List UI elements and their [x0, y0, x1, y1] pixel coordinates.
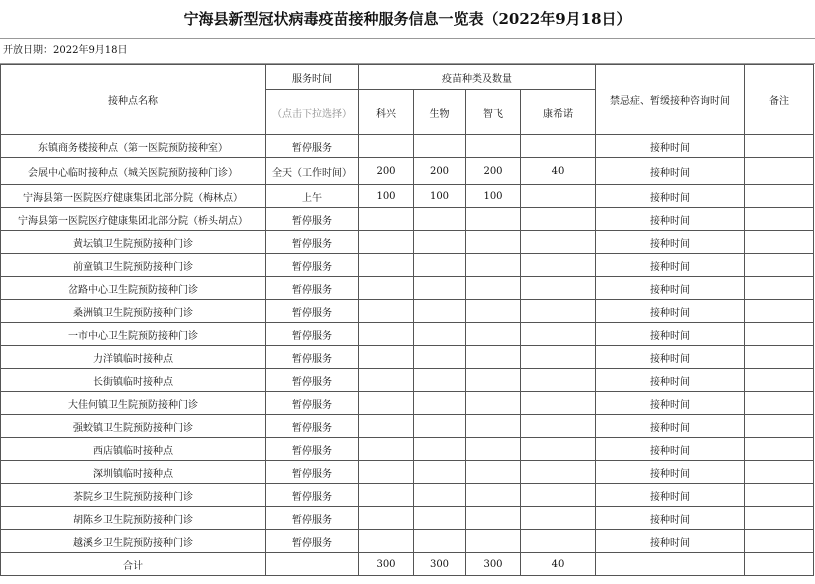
row-contra: 接种时间 [596, 438, 745, 461]
total-label: 合计 [1, 553, 266, 576]
header-service-time-hint: （点击下拉选择） [266, 90, 359, 135]
row-kangxinuo [521, 254, 596, 277]
table-row [1, 530, 814, 553]
row-kangxinuo [521, 231, 596, 254]
row-shengwu [414, 530, 466, 553]
row-kangxinuo [521, 277, 596, 300]
row-kangxinuo [521, 484, 596, 507]
row-kangxinuo [521, 135, 596, 158]
row-site-name: 东镇商务楼接种点（第一医院预防接种室） [1, 135, 266, 158]
row-contra: 接种时间 [596, 185, 745, 208]
row-remark [745, 438, 814, 461]
row-contra: 接种时间 [596, 135, 745, 158]
row-kangxinuo [521, 300, 596, 323]
row-shengwu [414, 300, 466, 323]
row-contra: 接种时间 [596, 507, 745, 530]
row-contra: 接种时间 [596, 323, 745, 346]
row-service-time[interactable]: 暂停服务 [266, 208, 359, 231]
table-row [1, 135, 814, 158]
row-remark [745, 208, 814, 231]
row-zhifei [466, 484, 521, 507]
row-kangxinuo [521, 507, 596, 530]
row-site-name: 一市中心卫生院预防接种门诊 [1, 323, 266, 346]
row-kangxinuo [521, 530, 596, 553]
row-kexing [359, 507, 414, 530]
table-row [1, 231, 814, 254]
row-remark [745, 461, 814, 484]
table-row [1, 254, 814, 277]
row-kexing [359, 369, 414, 392]
table-row [1, 392, 814, 415]
table-row [1, 208, 814, 231]
row-kexing [359, 300, 414, 323]
total-row [1, 553, 814, 576]
row-shengwu [414, 254, 466, 277]
row-zhifei: 100 [466, 185, 521, 208]
row-contra: 接种时间 [596, 415, 745, 438]
page-title: 宁海县新型冠状病毒疫苗接种服务信息一览表（2022年9月18日） [0, 0, 815, 39]
row-contra: 接种时间 [596, 369, 745, 392]
row-remark [745, 254, 814, 277]
row-contra: 接种时间 [596, 530, 745, 553]
total-kexing: 300 [359, 553, 414, 576]
row-remark [745, 158, 814, 185]
row-contra: 接种时间 [596, 254, 745, 277]
table-row [1, 484, 814, 507]
row-service-time[interactable]: 暂停服务 [266, 231, 359, 254]
row-kangxinuo [521, 346, 596, 369]
row-contra: 接种时间 [596, 277, 745, 300]
table-row [1, 158, 814, 185]
row-kexing [359, 346, 414, 369]
row-kexing [359, 461, 414, 484]
row-shengwu [414, 323, 466, 346]
row-service-time[interactable]: 暂停服务 [266, 438, 359, 461]
row-remark [745, 484, 814, 507]
row-kexing: 100 [359, 185, 414, 208]
row-kexing [359, 254, 414, 277]
row-site-name: 西店镇临时接种点 [1, 438, 266, 461]
row-site-name: 岔路中心卫生院预防接种门诊 [1, 277, 266, 300]
row-site-name: 长街镇临时接种点 [1, 369, 266, 392]
row-shengwu [414, 135, 466, 158]
total-zhifei: 300 [466, 553, 521, 576]
row-site-name: 桑洲镇卫生院预防接种门诊 [1, 300, 266, 323]
row-kexing [359, 438, 414, 461]
row-contra: 接种时间 [596, 484, 745, 507]
row-contra: 接种时间 [596, 346, 745, 369]
header-vaccine-zhifei: 智飞 [466, 90, 521, 135]
row-contra: 接种时间 [596, 208, 745, 231]
row-shengwu [414, 392, 466, 415]
row-service-time[interactable]: 暂停服务 [266, 323, 359, 346]
row-remark [745, 231, 814, 254]
row-service-time[interactable]: 暂停服务 [266, 415, 359, 438]
row-service-time[interactable]: 暂停服务 [266, 530, 359, 553]
row-service-time[interactable]: 暂停服务 [266, 346, 359, 369]
row-service-time[interactable]: 暂停服务 [266, 254, 359, 277]
row-remark [745, 185, 814, 208]
row-zhifei [466, 438, 521, 461]
row-shengwu [414, 208, 466, 231]
row-kangxinuo [521, 185, 596, 208]
row-shengwu [414, 369, 466, 392]
row-service-time[interactable]: 暂停服务 [266, 369, 359, 392]
row-shengwu [414, 231, 466, 254]
row-site-name: 强蛟镇卫生院预防接种门诊 [1, 415, 266, 438]
row-zhifei [466, 346, 521, 369]
row-zhifei [466, 323, 521, 346]
row-shengwu: 200 [414, 158, 466, 185]
header-contraindication: 禁忌症、暂缓接种咨询时间 [596, 65, 745, 135]
row-zhifei [466, 415, 521, 438]
row-remark [745, 415, 814, 438]
row-shengwu: 100 [414, 185, 466, 208]
row-remark [745, 323, 814, 346]
row-service-time[interactable]: 暂停服务 [266, 392, 359, 415]
row-zhifei [466, 254, 521, 277]
row-kexing [359, 530, 414, 553]
row-zhifei [466, 300, 521, 323]
row-remark [745, 369, 814, 392]
row-zhifei [466, 507, 521, 530]
row-kexing [359, 323, 414, 346]
row-site-name: 大佳何镇卫生院预防接种门诊 [1, 392, 266, 415]
total-remark [745, 553, 814, 576]
row-service-time[interactable]: 暂停服务 [266, 484, 359, 507]
row-site-name: 宁海县第一医院医疗健康集团北部分院（梅林点） [1, 185, 266, 208]
header-vaccine-kangxinuo: 康希诺 [521, 90, 596, 135]
table-row [1, 507, 814, 530]
row-service-time[interactable]: 暂停服务 [266, 461, 359, 484]
row-site-name: 黄坛镇卫生院预防接种门诊 [1, 231, 266, 254]
row-zhifei [466, 530, 521, 553]
row-kangxinuo [521, 392, 596, 415]
row-kangxinuo [521, 208, 596, 231]
total-time [266, 553, 359, 576]
table-row [1, 415, 814, 438]
row-contra: 接种时间 [596, 392, 745, 415]
total-kangxinuo: 40 [521, 553, 596, 576]
header-site-name: 接种点名称 [1, 65, 266, 135]
row-shengwu [414, 438, 466, 461]
row-zhifei [466, 277, 521, 300]
row-remark [745, 135, 814, 158]
row-kangxinuo: 40 [521, 158, 596, 185]
row-shengwu [414, 277, 466, 300]
row-site-name: 会展中心临时接种点（城关医院预防接种门诊） [1, 158, 266, 185]
header-service-time: 服务时间 [266, 65, 359, 90]
table-row [1, 461, 814, 484]
row-remark [745, 300, 814, 323]
row-site-name: 深圳镇临时接种点 [1, 461, 266, 484]
table-row [1, 323, 814, 346]
row-shengwu [414, 346, 466, 369]
header-vaccine-group: 疫苗种类及数量 [359, 65, 596, 90]
row-kangxinuo [521, 438, 596, 461]
row-service-time[interactable]: 暂停服务 [266, 277, 359, 300]
header-remark: 备注 [745, 65, 814, 135]
row-shengwu [414, 415, 466, 438]
row-service-time[interactable]: 暂停服务 [266, 507, 359, 530]
row-kexing [359, 484, 414, 507]
row-shengwu [414, 484, 466, 507]
row-contra: 接种时间 [596, 300, 745, 323]
row-site-name: 力洋镇临时接种点 [1, 346, 266, 369]
table-row [1, 346, 814, 369]
row-remark [745, 530, 814, 553]
row-kexing [359, 415, 414, 438]
row-kexing [359, 208, 414, 231]
row-kangxinuo [521, 461, 596, 484]
row-site-name: 宁海县第一医院医疗健康集团北部分院（桥头胡点） [1, 208, 266, 231]
row-shengwu [414, 461, 466, 484]
row-site-name: 胡陈乡卫生院预防接种门诊 [1, 507, 266, 530]
table-row [1, 277, 814, 300]
row-kexing [359, 277, 414, 300]
row-site-name: 前童镇卫生院预防接种门诊 [1, 254, 266, 277]
row-zhifei [466, 369, 521, 392]
row-kexing [359, 135, 414, 158]
row-zhifei [466, 208, 521, 231]
row-contra: 接种时间 [596, 231, 745, 254]
row-remark [745, 277, 814, 300]
header-vaccine-kexing: 科兴 [359, 90, 414, 135]
open-date: 开放日期：2022年9月18日 [0, 39, 815, 64]
row-shengwu [414, 507, 466, 530]
total-contra [596, 553, 745, 576]
table-row [1, 369, 814, 392]
row-remark [745, 346, 814, 369]
table-row [1, 438, 814, 461]
total-shengwu: 300 [414, 553, 466, 576]
row-kangxinuo [521, 323, 596, 346]
table-row [1, 185, 814, 208]
row-contra: 接种时间 [596, 461, 745, 484]
row-kangxinuo [521, 369, 596, 392]
row-zhifei [466, 135, 521, 158]
row-site-name: 越溪乡卫生院预防接种门诊 [1, 530, 266, 553]
row-kexing [359, 231, 414, 254]
row-zhifei [466, 231, 521, 254]
row-zhifei [466, 461, 521, 484]
row-kexing: 200 [359, 158, 414, 185]
row-service-time[interactable]: 全天（工作时间） [266, 158, 359, 185]
row-kexing [359, 392, 414, 415]
row-site-name: 茶院乡卫生院预防接种门诊 [1, 484, 266, 507]
row-remark [745, 392, 814, 415]
row-kangxinuo [521, 415, 596, 438]
row-remark [745, 507, 814, 530]
row-contra: 接种时间 [596, 158, 745, 185]
row-service-time[interactable]: 暂停服务 [266, 300, 359, 323]
row-zhifei [466, 392, 521, 415]
row-service-time[interactable]: 上午 [266, 185, 359, 208]
header-row-1 [1, 65, 814, 90]
table-row [1, 300, 814, 323]
row-zhifei: 200 [466, 158, 521, 185]
vaccination-table [0, 64, 814, 576]
header-vaccine-shengwu: 生物 [414, 90, 466, 135]
row-service-time[interactable]: 暂停服务 [266, 135, 359, 158]
